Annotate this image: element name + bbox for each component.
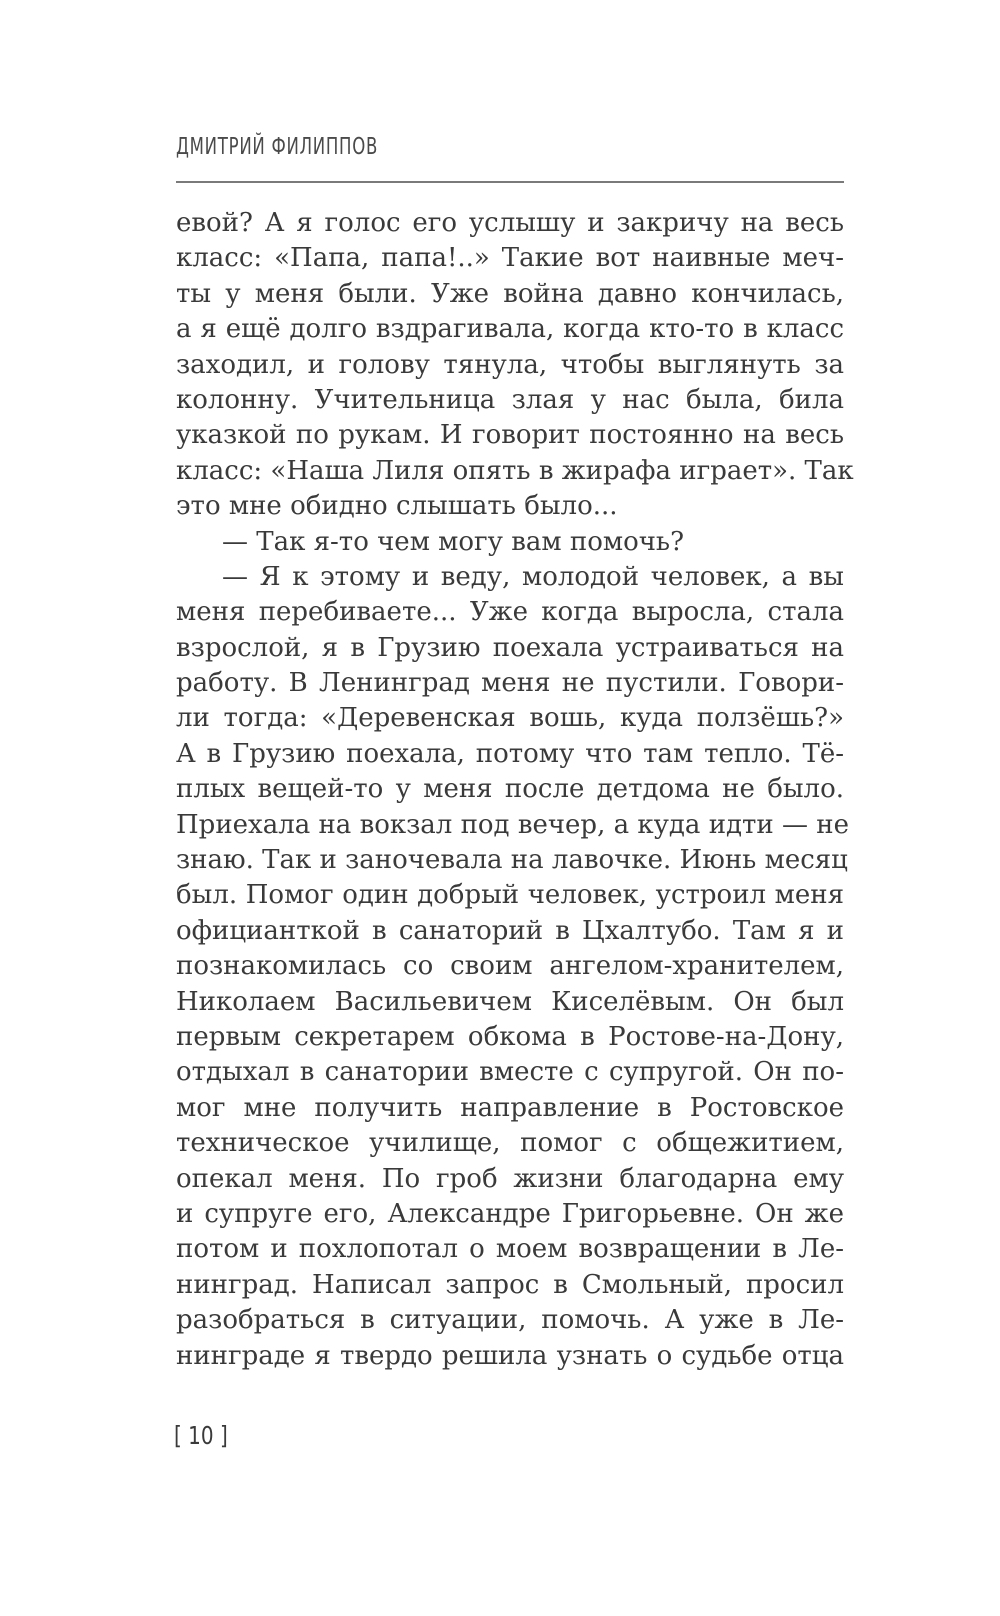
text-line: познакомилась со своим ангелом-хранителем, [176,951,844,982]
dialogue-line: — Так я-то чем могу вам помочь? [222,526,685,557]
text-line: знаю. Так и заночевала на лавочке. Июнь месяц [176,845,848,876]
text-line: официанткой в санаторий в Цхалтубо. Там я и [176,915,844,946]
text-line: и супруге его, Александре Григорьевне. Он же [176,1198,844,1229]
text-line: класс: «Папа, папа!..» Такие вот наивные меч- [176,243,844,274]
text-line: нинград. Написал запрос в Смольный, просил [176,1269,844,1300]
text-line: опекал меня. По гроб жизни благодарна ему [176,1163,844,1194]
text-line: нинграде я твердо решила узнать о судьбе отца [176,1340,844,1371]
text-line: указкой по рукам. И говорит постоянно на весь [176,420,844,451]
text-line: меня перебиваете... Уже когда выросла, стала [176,597,844,628]
text-line: а я ещё долго вздрагивала, когда кто-то в класс [176,314,844,345]
text-line: ли тогда: «Деревенская вошь, куда ползёшь?» [176,703,844,734]
text-line: мог мне получить направление в Ростовское [176,1092,844,1123]
text-line: Приехала на вокзал под вечер, а куда идти — не [176,809,849,840]
header-rule [176,181,844,183]
body-text [176,206,854,1374]
text-line: отдыхал в санатории вместе с супругой. Он по- [176,1057,844,1088]
text-line: ты у меня были. Уже война давно кончилась, [176,278,844,309]
text-line: Николаем Васильевичем Киселёвым. Он был [176,986,844,1017]
page-number: [ 10 ] [174,1421,228,1450]
text-line: плых вещей-то у меня после детдома не было. [176,774,844,805]
running-head-author: ДМИТРИЙ ФИЛИППОВ [176,134,379,160]
text-line: евой? А я голос его услышу и закричу на весь [176,208,844,238]
text-line: класс: «Наша Лиля опять в жирафа играет». Так [176,455,854,486]
text-line: техническое училище, помог с общежитием, [176,1128,844,1159]
text-line: работу. В Ленинград меня не пустили. Говори- [176,668,844,699]
dialogue-line: — Я к этому и веду, молодой человек, а вы [222,561,844,592]
text-line: колонну. Учительница злая у нас была, била [176,384,844,415]
text-line: взрослой, я в Грузию поехала устраиваться на [176,632,844,663]
text-line: А в Грузию поехала, потому что там тепло. Тё- [176,738,844,769]
text-line: заходил, и голову тянула, чтобы выглянуть за [176,349,844,380]
text-line: это мне обидно слышать было... [176,491,618,522]
text-line: первым секретарем обкома в Ростове-на-Дону, [176,1021,844,1052]
text-line: потом и похлопотал о моем возвращении в Ле- [176,1234,844,1265]
text-line: разобраться в ситуации, помочь. А уже в Ле- [176,1305,844,1336]
text-line: был. Помог один добрый человек, устроил меня [176,880,844,911]
